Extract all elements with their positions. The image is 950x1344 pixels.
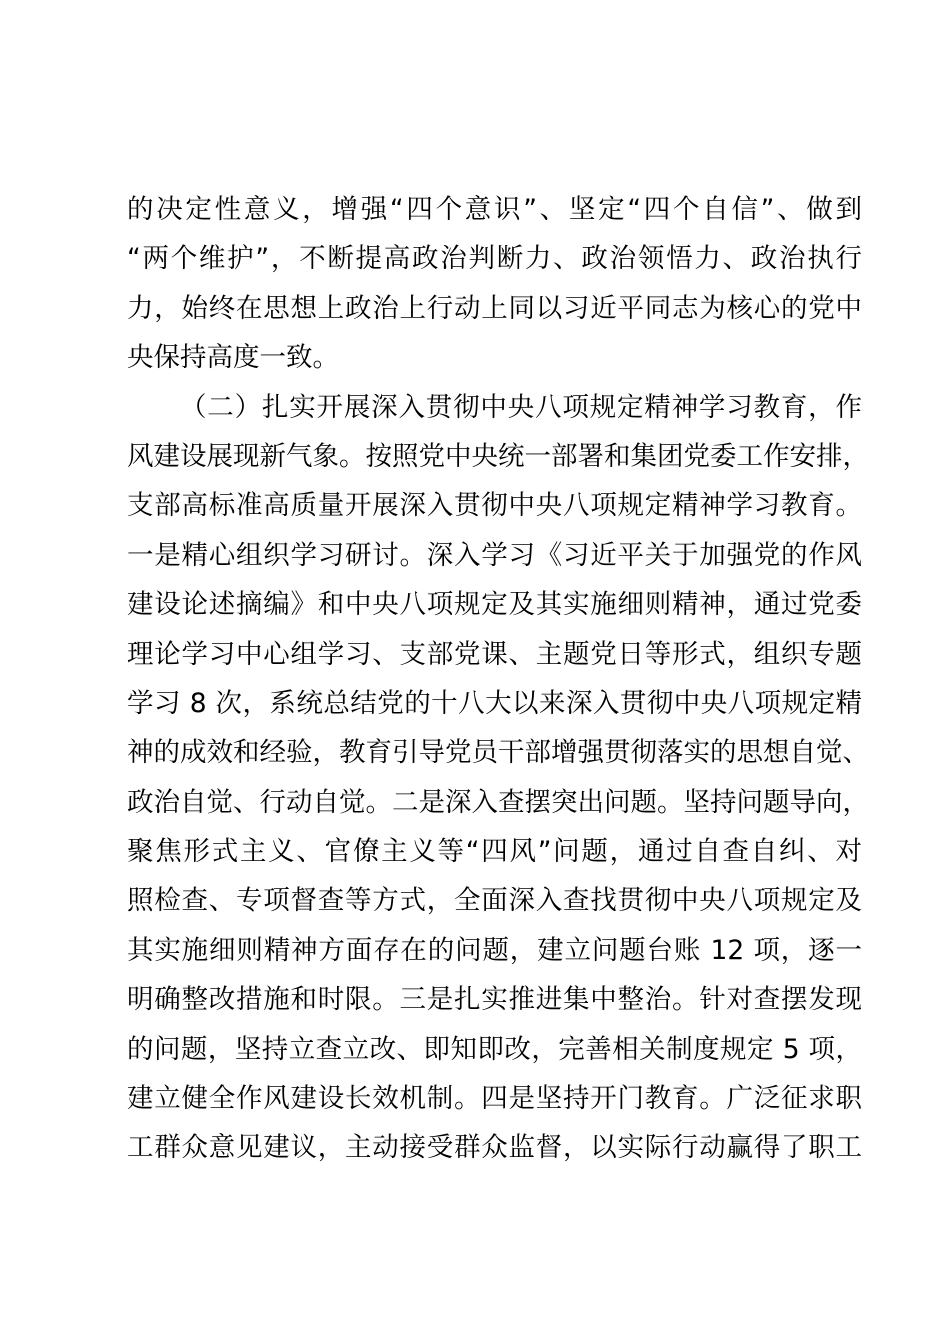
text-line: 政治自觉、行动自觉。二是深入查摆突出问题。坚持问题导向， bbox=[127, 786, 869, 818]
text-line: 力，始终在思想上政治上行动上同以习近平同志为核心的党中 bbox=[127, 292, 862, 324]
text-line: 建设论述摘编》和中央八项规定及其实施细则精神，通过党委 bbox=[127, 589, 862, 621]
text-line: “两个维护”，不断提高政治判断力、政治领悟力、政治执行 bbox=[127, 243, 862, 275]
text-line: 风建设展现新气象。按照党中央统一部署和集团党委工作安排， bbox=[127, 440, 869, 472]
document-body bbox=[127, 185, 869, 1173]
text-line: 神的成效和经验，教育引导党员干部增强贯彻落实的思想自觉、 bbox=[127, 737, 869, 769]
text-line: 央保持高度一致。 bbox=[127, 342, 339, 374]
section-heading-line: （二）扎实开展深入贯彻中央八项规定精神学习教育，作 bbox=[180, 391, 862, 423]
text-line: 支部高标准高质量开展深入贯彻中央八项规定精神学习教育。 bbox=[127, 490, 862, 522]
text-line: 学习 8 次，系统总结党的十八大以来深入贯彻中央八项规定精 bbox=[127, 687, 862, 719]
text-line: 一是精心组织学习研讨。深入学习《习近平关于加强党的作风 bbox=[127, 539, 862, 571]
text-line: 聚焦形式主义、官僚主义等“四风”问题，通过自查自纠、对 bbox=[127, 836, 862, 868]
text-line: 理论学习中心组学习、支部党课、主题党日等形式，组织专题 bbox=[127, 638, 862, 670]
text-line: 工群众意见建议，主动接受群众监督，以实际行动赢得了职工 bbox=[127, 1132, 862, 1164]
text-line: 的决定性意义，增强“四个意识”、坚定“四个自信”、做到 bbox=[127, 194, 862, 225]
text-line: 其实施细则精神方面存在的问题，建立问题台账 12 项，逐一 bbox=[127, 934, 862, 966]
text-line: 的问题，坚持立查立改、即知即改，完善相关制度规定 5 项， bbox=[127, 1033, 862, 1065]
text-line: 明确整改措施和时限。三是扎实推进集中整治。针对查摆发现 bbox=[127, 984, 862, 1016]
text-line: 照检查、专项督查等方式，全面深入查找贯彻中央八项规定及 bbox=[127, 885, 862, 917]
text-line: 建立健全作风建设长效机制。四是坚持开门教育。广泛征求职 bbox=[127, 1083, 862, 1115]
